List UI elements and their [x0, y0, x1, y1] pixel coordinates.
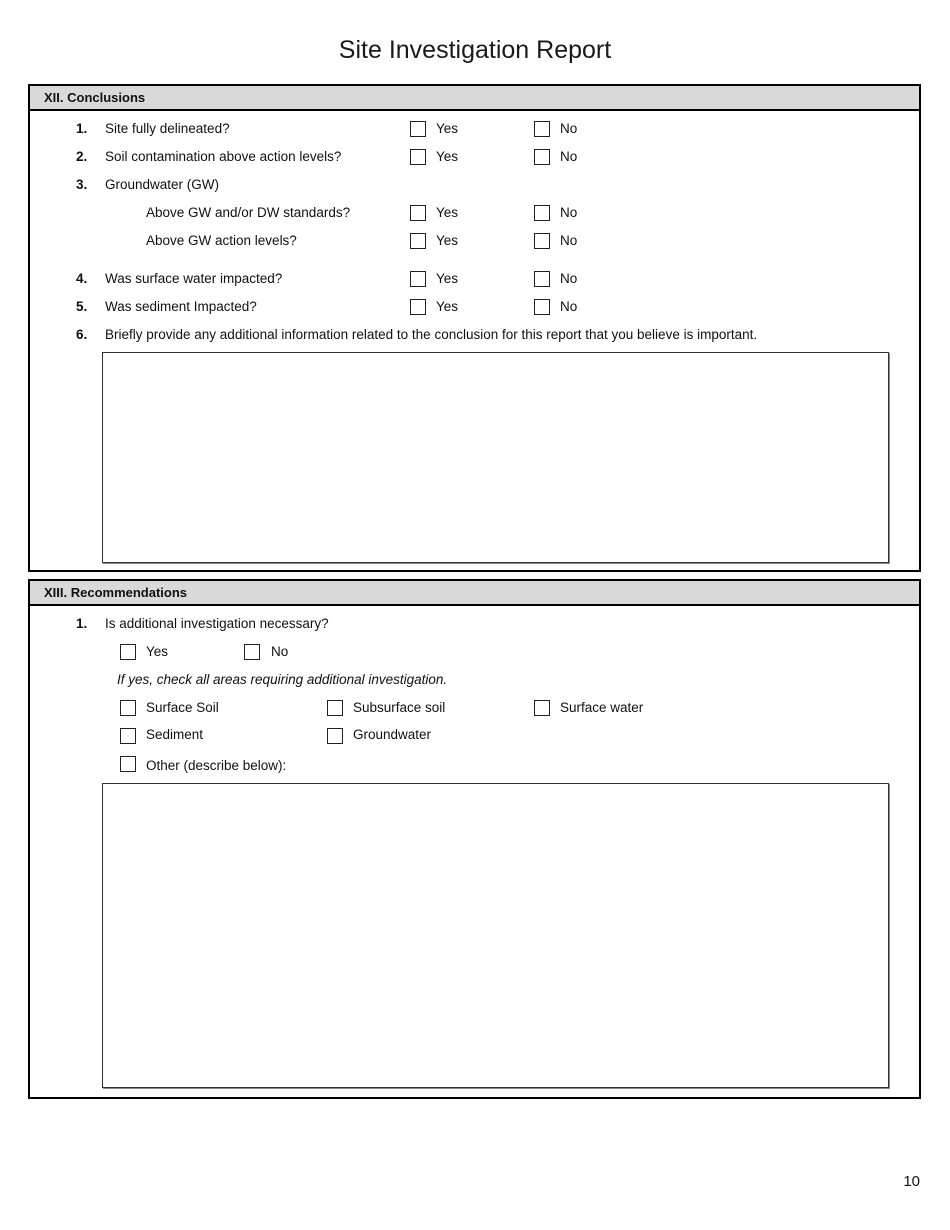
- q3a-yes-label: Yes: [436, 205, 459, 220]
- q1-yes-label: Yes: [436, 121, 459, 136]
- q3b-yes-checkbox[interactable]: [410, 233, 426, 249]
- q4-no-label: No: [560, 271, 578, 286]
- q1-text: Site fully delineated?: [105, 121, 230, 136]
- subsurface-soil-checkbox[interactable]: [327, 700, 343, 716]
- q3b-no-checkbox[interactable]: [534, 233, 550, 249]
- rec-q1-number: 1.: [76, 616, 88, 631]
- rec-no-checkbox[interactable]: [244, 644, 260, 660]
- surface-soil-checkbox[interactable]: [120, 700, 136, 716]
- subsurface-soil-label: Subsurface soil: [353, 700, 446, 715]
- rec-no-label: No: [271, 644, 289, 659]
- q5-no-label: No: [560, 299, 578, 314]
- q6-number: 6.: [76, 327, 88, 342]
- q5-yes-checkbox[interactable]: [410, 299, 426, 315]
- q3a-text: Above GW and/or DW standards?: [146, 205, 351, 220]
- q4-number: 4.: [76, 271, 88, 286]
- page-title: Site Investigation Report: [338, 36, 612, 64]
- q3b-text: Above GW action levels?: [146, 233, 297, 248]
- rec-q1-text: Is additional investigation necessary?: [105, 616, 329, 631]
- groundwater-label: Groundwater: [353, 727, 432, 742]
- q2-text: Soil contamination above action levels?: [105, 149, 342, 164]
- q4-yes-label: Yes: [436, 271, 459, 286]
- sediment-label: Sediment: [146, 727, 204, 742]
- q3b-no-label: No: [560, 233, 578, 248]
- surface-water-label: Surface water: [560, 700, 644, 715]
- groundwater-checkbox[interactable]: [327, 728, 343, 744]
- page-number: 10: [903, 1173, 920, 1190]
- q1-yes-checkbox[interactable]: [410, 121, 426, 137]
- conclusions-notes-textarea[interactable]: [102, 352, 889, 563]
- rec-instruction: If yes, check all areas requiring additional investigation.: [117, 672, 448, 687]
- other-label: Other (describe below):: [146, 758, 287, 773]
- q2-yes-label: Yes: [436, 149, 459, 164]
- conclusions-header: XII. Conclusions: [30, 86, 919, 111]
- q4-no-checkbox[interactable]: [534, 271, 550, 287]
- q1-number: 1.: [76, 121, 88, 136]
- rec-yes-label: Yes: [146, 644, 169, 659]
- other-description-textarea[interactable]: [102, 783, 889, 1088]
- q3b-yes-label: Yes: [436, 233, 459, 248]
- q5-no-checkbox[interactable]: [534, 299, 550, 315]
- q2-no-checkbox[interactable]: [534, 149, 550, 165]
- q3-text: Groundwater (GW): [105, 177, 220, 192]
- q4-yes-checkbox[interactable]: [410, 271, 426, 287]
- q1-no-label: No: [560, 121, 578, 136]
- q5-number: 5.: [76, 299, 88, 314]
- q4-text: Was surface water impacted?: [105, 271, 283, 286]
- q6-text: Briefly provide any additional information related to the conclusion for this report that you believe is important.: [105, 327, 758, 342]
- other-checkbox[interactable]: [120, 756, 136, 772]
- sediment-checkbox[interactable]: [120, 728, 136, 744]
- surface-soil-label: Surface Soil: [146, 700, 219, 715]
- q3a-yes-checkbox[interactable]: [410, 205, 426, 221]
- q2-no-label: No: [560, 149, 578, 164]
- q2-yes-checkbox[interactable]: [410, 149, 426, 165]
- q2-number: 2.: [76, 149, 88, 164]
- q3-number: 3.: [76, 177, 88, 192]
- surface-water-checkbox[interactable]: [534, 700, 550, 716]
- q3a-no-checkbox[interactable]: [534, 205, 550, 221]
- q1-no-checkbox[interactable]: [534, 121, 550, 137]
- q5-yes-label: Yes: [436, 299, 459, 314]
- q3a-no-label: No: [560, 205, 578, 220]
- q5-text: Was sediment Impacted?: [105, 299, 257, 314]
- recommendations-header: XIII. Recommendations: [30, 581, 919, 606]
- rec-yes-checkbox[interactable]: [120, 644, 136, 660]
